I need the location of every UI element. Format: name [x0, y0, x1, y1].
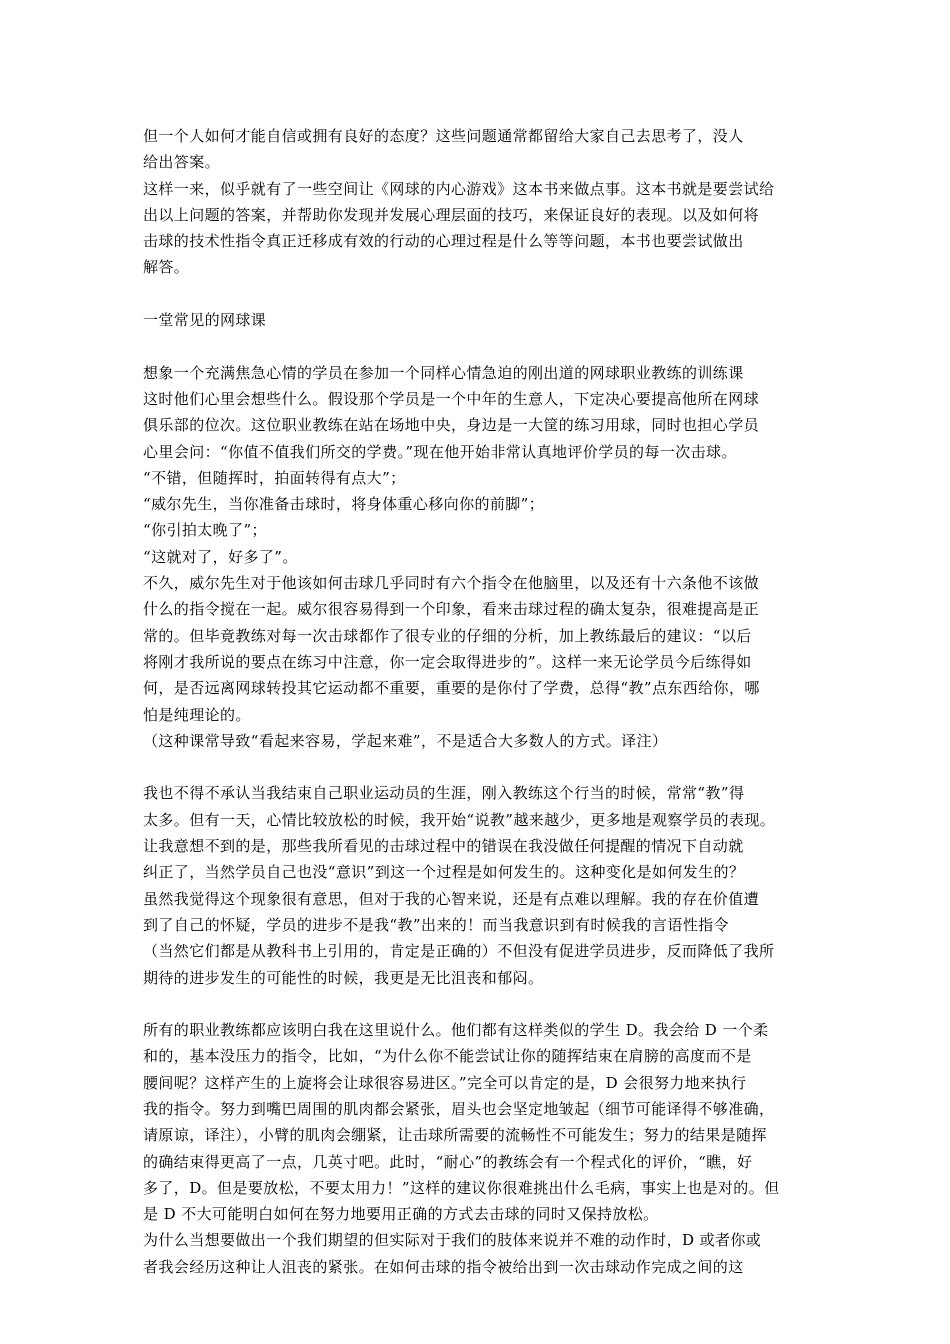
text-line: 怕是纯理论的。 — [143, 705, 251, 724]
text-line: 和的，基本没压力的指令，比如，“为什么你不能尝试让你的随挥结束在肩膀的高度而不是 — [143, 1047, 752, 1066]
paragraph — [143, 176, 807, 281]
text-line: 俱乐部的位次。这位职业教练在站在场地中央，身边是一大筐的练习用球，同时也担心学员 — [143, 416, 760, 435]
text-line: 期待的进步发生的可能性的时候，我更是无比沮丧和郁闷。 — [143, 968, 544, 987]
paragraph — [143, 570, 807, 728]
text-line: 腰间呢？这样产生的上旋将会让球很容易进区。”完全可以肯定的是，D 会很努力地来执行 — [143, 1073, 747, 1092]
text-line: 不久，威尔先生对于他该如何击球几乎同时有六个指令在他脑里，以及还有十六条他不该做 — [143, 574, 760, 593]
text-line: 请原谅，译注），小臂的肌肉会绷紧，让击球所需要的流畅性不可能发生；努力的结果是随挥 — [143, 1126, 767, 1145]
paragraph — [143, 780, 807, 990]
text-line: 的确结束得更高了一点，几英寸吧。此时，“耐心”的教练会有一个程式化的评价，“瞧，好 — [143, 1152, 753, 1171]
paragraph — [143, 517, 807, 543]
text-line: 我也不得不承认当我结束自己职业运动员的生涯，刚入教练这个行当的时候，常常“教”得 — [143, 784, 745, 803]
text-line: 纠正了，当然学员自己也没“意识”到这一个过程是如何发生的。这种变化是如何发生的？ — [143, 863, 745, 882]
text-line: 是 D 不大可能明白如何在努力地要用正确的方式去击球的同时又保持放松。 — [143, 1205, 659, 1224]
paragraph — [143, 360, 807, 465]
text-line: 我的指令。努力到嘴巴周围的肌肉都会紧张，眉头也会坚定地皱起（细节可能译得不够准确， — [143, 1099, 775, 1118]
paragraph — [143, 544, 807, 570]
document-page — [143, 123, 807, 1280]
paragraph-spacer — [143, 991, 807, 1017]
paragraph — [143, 1017, 807, 1227]
text-line: 虽然我觉得这个现象很有意思，但对于我的心智来说，还是有点难以理解。我的存在价值遭 — [143, 889, 760, 908]
text-line: “这就对了，好多了”。 — [143, 547, 298, 566]
text-line: 所有的职业教练都应该明白我在这里说什么。他们都有这样类似的学生 D。我会给 D 一个柔 — [143, 1021, 769, 1040]
paragraph — [143, 1227, 807, 1280]
text-line: 将刚才我所说的要点在练习中注意，你一定会取得进步的”。这样一来无论学员今后练得如 — [143, 652, 752, 671]
text-line: （这种课常导致“看起来容易，学起来难”，不是适合大多数人的方式。译注） — [143, 731, 668, 750]
paragraph-spacer — [143, 281, 807, 307]
text-line: 为什么当想要做出一个我们期望的但实际对于我们的肢体来说并不难的动作时，D 或者你或 — [143, 1231, 762, 1250]
text-line: 击球的技术性指令真正迁移成有效的行动的心理过程是什么等等问题，本书也要尝试做出 — [143, 232, 744, 251]
text-line: （当然它们都是从教科书上引用的，肯定是正确的）不但没有促进学员进步，反而降低了我所 — [143, 942, 775, 961]
text-line: 给出答案。 — [143, 153, 221, 172]
paragraph-spacer — [143, 333, 807, 359]
text-line: 让我意想不到的是，那些我所看见的击球过程中的错误在我没做任何提醒的情况下自动就 — [143, 837, 744, 856]
text-line: 心里会问：“你值不值我们所交的学费。”现在他开始非常认真地评价学员的每一次击球。 — [143, 442, 737, 461]
text-line: 但一个人如何才能自信或拥有良好的态度？这些问题通常都留给大家自己去思考了，没人 — [143, 127, 744, 145]
text-line: 到了自己的怀疑，学员的进步不是我“教”出来的！而当我意识到有时候我的言语性指令 — [143, 915, 729, 934]
text-line: 何，是否远离网球转投其它运动都不重要，重要的是你付了学费，总得“教”点东西给你，哪 — [143, 679, 760, 698]
paragraph — [143, 465, 807, 491]
text-line: 什么的指令搅在一起。威尔很容易得到一个印象，看来击球过程的确太复杂，很难提高是正 — [143, 600, 760, 619]
paragraph — [143, 728, 807, 754]
text-line: “你引拍太晚了”； — [143, 521, 267, 540]
text-line: 出以上问题的答案，并帮助你发现并发展心理层面的技巧，来保证良好的表现。以及如何将 — [143, 205, 760, 224]
section-heading — [143, 307, 807, 333]
text-line: 太多。但有一天，心情比较放松的时候，我开始“说教”越来越少，更多地是观察学员的表现。 — [143, 810, 776, 829]
paragraph — [143, 491, 807, 517]
paragraph — [143, 123, 807, 176]
text-line: 这时他们心里会想些什么。假设那个学员是一个中年的生意人，下定决心要提高他所在网球 — [143, 389, 760, 408]
paragraph-spacer — [143, 754, 807, 780]
text-line: “威尔先生，当你准备击球时，将身体重心移向你的前脚”； — [143, 495, 545, 514]
text-line: “不错，但随挥时，拍面转得有点大”； — [143, 468, 406, 487]
text-line: 解答。 — [143, 258, 190, 277]
text-line: 多了，D。但是要放松，不要太用力！”这样的建议你很难挑出什么毛病，事实上也是对的。但 — [143, 1178, 780, 1197]
text-line: 者我会经历这种让人沮丧的紧张。在如何击球的指令被给出到一次击球动作完成之间的这 — [143, 1257, 744, 1276]
text-line: 常的。但毕竟教练对每一次击球都作了很专业的仔细的分析，加上教练最后的建议：“以后 — [143, 626, 752, 645]
text-line: 一堂常见的网球课 — [143, 311, 267, 330]
text-line: 这样一来，似乎就有了一些空间让《网球的内心游戏》这本书来做点事。这本书就是要尝试给 — [143, 179, 775, 198]
text-line: 想象一个充满焦急心情的学员在参加一个同样心情急迫的刚出道的网球职业教练的训练课 — [143, 363, 744, 382]
